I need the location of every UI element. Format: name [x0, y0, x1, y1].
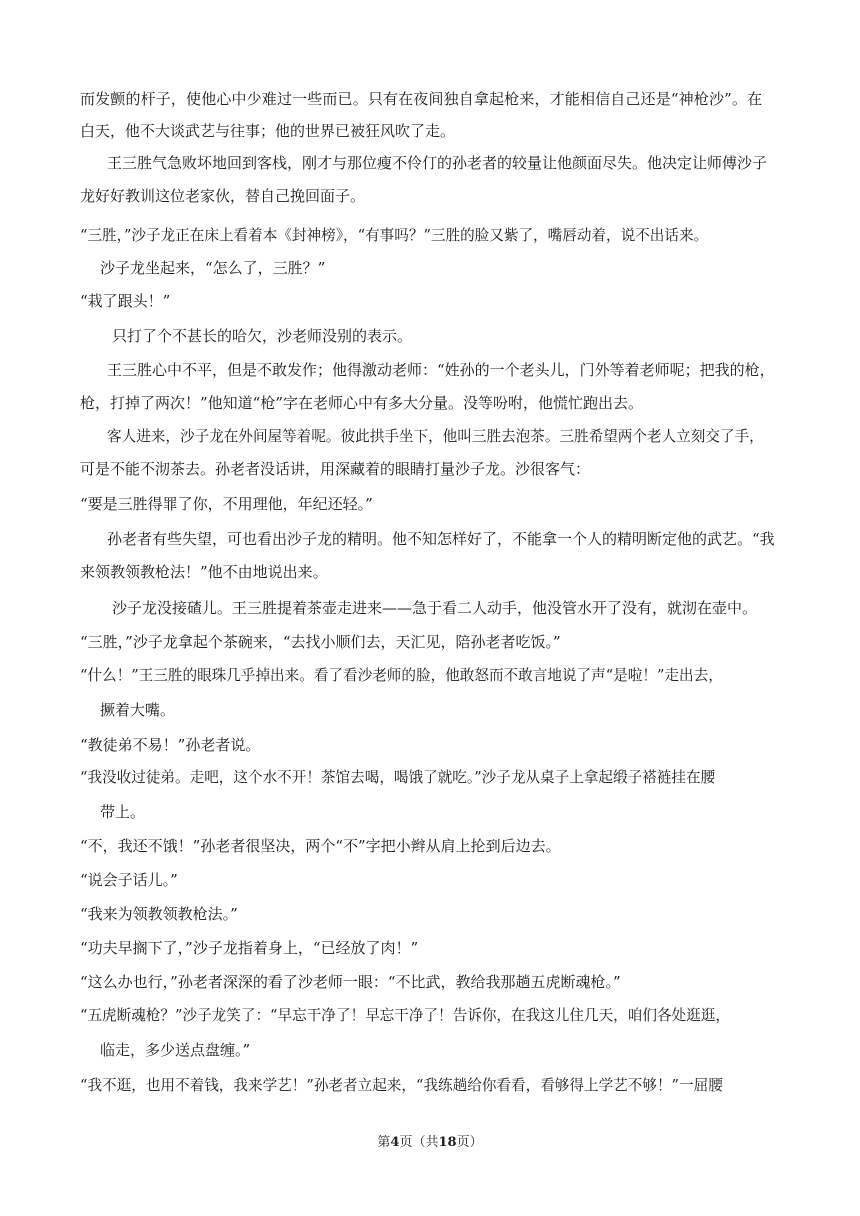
text-line: “我来为领教领教枪法。”	[80, 905, 238, 923]
text-line: 孙老者有些失望，可也看出沙子龙的精明。他不知怎样好了，不能拿一个人的精明断定他的武艺。“我	[107, 530, 775, 548]
text-line: “我没收过徒弟。走吧，这个水不开！茶馆去喝，喝饿了就吃。”沙子龙从桌子上拿起缎子褡裢挂在腰	[80, 769, 716, 786]
text-line: “栽了跟头！”	[80, 292, 171, 310]
text-line: “不，我还不饿！”孙老者很坚决，两个“不”字把小辫从肩上抡到后边去。	[80, 837, 561, 855]
text-line: “什么！”王三胜的眼珠几乎掉出来。看了看沙老师的脸，他敢怒而不敢言地说了声“是啦！”走出去，	[80, 667, 723, 684]
page-number: 4	[390, 1135, 400, 1150]
text-line: 来领教领教枪法！”他不由地说出来。	[80, 563, 328, 581]
text-line: 沙子龙没接碴儿。王三胜提着茶壶走进来——急于看二人动手，他没管水开了没有，就沏在壶中。	[112, 599, 758, 617]
text-line: “功夫早搁下了，”沙子龙指着身上，“已经放了肉！”	[80, 939, 419, 957]
footer-prefix: 第	[377, 1135, 391, 1150]
text-line: “五虎断魂枪？”沙子龙笑了：“早忘干净了！早忘干净了！告诉你，在我这儿住几天，咱们各处逛逛，	[80, 1007, 730, 1024]
text-line: “三胜，”沙子龙正在床上看着本《封神榜》，“有事吗？”三胜的脸又紫了，嘴唇动着，说不出话来。	[80, 227, 709, 244]
text-line: 撅着大嘴。	[100, 701, 176, 719]
text-line: 沙子龙坐起来，“怎么了，三胜？”	[100, 259, 326, 277]
total-pages: 18	[438, 1135, 457, 1150]
text-line: 只打了个不甚长的哈欠，沙老师没别的表示。	[112, 327, 413, 345]
text-line: 可是不能不沏茶去。孙老者没话讲，用深藏着的眼睛打量沙子龙。沙很客气：	[80, 460, 591, 478]
text-line: 带上。	[100, 803, 146, 821]
text-line: “要是三胜得罪了你，不用理他，年纪还轻。”	[80, 495, 373, 513]
page-footer	[0, 1134, 860, 1152]
footer-middle: 页（共	[399, 1135, 439, 1150]
footer-suffix: 页）	[456, 1135, 483, 1150]
text-line: “三胜，”沙子龙拿起个茶碗来，“去找小顺们去，天汇见，陪孙老者吃饭。”	[80, 633, 561, 651]
text-line: “我不逛，也用不着钱，我来学艺！”孙老者立起来，“我练趟给你看看，看够得上学艺不够！”一屈腰	[80, 1077, 723, 1094]
text-line: 临走，多少送点盘缠。”	[100, 1041, 251, 1059]
text-line: “这么办也行，”孙老者深深的看了沙老师一眼：“不比武，教给我那趟五虎断魂枪。”	[80, 973, 621, 991]
text-line: 王三胜气急败坏地回到客栈，刚才与那位瘦不伶仃的孙老者的较量让他颜面尽失。他决定让师傅沙子	[107, 154, 768, 172]
text-line: 龙好好教训这位老家伙，替自己挽回面子。	[80, 187, 366, 205]
text-line: 王三胜心中不平，但是不敢发作；他得激动老师：“姓孙的一个老头儿，门外等着老师呢；把我的枪，	[107, 361, 775, 379]
text-line: 而发颤的杆子，使他心中少难过一些而已。只有在夜间独自拿起枪来，才能相信自己还是“神枪沙”。在	[80, 90, 763, 108]
text-line: “教徒弟不易！”孙老者说。	[80, 736, 261, 754]
text-line: 枪，打掉了两次！”他知道“枪”字在老师心中有多大分量。没等吩咐，他慌忙跑出去。	[80, 394, 644, 412]
text-line: “说会子话儿。”	[80, 871, 178, 889]
text-line: 白天，他不大谈武艺与往事；他的世界已被狂风吹了走。	[80, 122, 456, 140]
text-line: 客人进来，沙子龙在外间屋等着呢。彼此拱手坐下，他叫三胜去泡茶。三胜希望两个老人立刻交了手，	[107, 428, 764, 445]
